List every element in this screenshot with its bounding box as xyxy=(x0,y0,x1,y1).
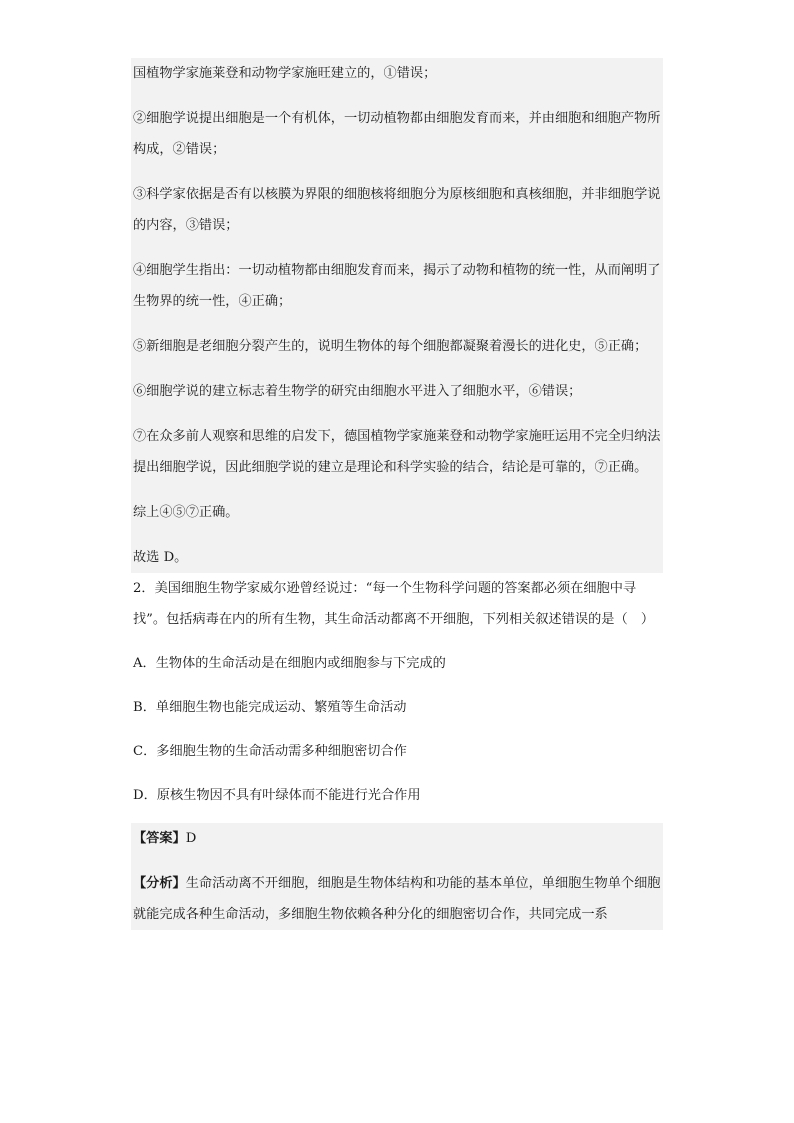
option-c: C．多细胞生物的生命活动需多种细胞密切合作 xyxy=(133,744,407,759)
document-page xyxy=(131,58,663,930)
answer-block xyxy=(131,823,663,930)
analysis-paragraph-1: 国植物学家施莱登和动物学家施旺建立的，①错误； xyxy=(133,66,437,81)
analysis-choice: 故选 D。 xyxy=(133,550,188,565)
analysis-paragraph-3: ③科学家依据是否有以核膜为界限的细胞核将细胞分为原核细胞和真核细胞，并非细胞学说的内容，③错误； xyxy=(133,187,661,233)
answer-value: D xyxy=(185,831,197,846)
question-2-stem: 2．美国细胞生物学家威尔逊曾经说过：“每一个生物科学问题的答案都必须在细胞中寻找”。包括病毒在内的所有生物，其生命活动都离不开细胞，下列相关叙述错误的是（ ） xyxy=(133,581,655,627)
analysis-paragraph-4: ④细胞学生指出：一切动植物都由细胞发育而来，揭示了动物和植物的统一性，从而阐明了生物界的统一性，④正确； xyxy=(133,263,661,309)
analysis-paragraph-5: ⑤新细胞是老细胞分裂产生的，说明生物体的每个细胞都凝聚着漫长的进化史，⑤正确； xyxy=(133,339,648,354)
analysis-paragraph-7: ⑦在众多前人观察和思维的启发下，德国植物学家施莱登和动物学家施旺运用不完全归纳法提出细胞学说，因此细胞学说的建立是理论和科学实验的结合，结论是可靠的，⑦正确。 xyxy=(133,429,661,475)
option-d: D．原核生物因不具有叶绿体而不能进行光合作用 xyxy=(133,788,421,803)
analysis-text: 生命活动离不开细胞，细胞是生物体结构和功能的基本单位，单细胞生物单个细胞就能完成各种生命活动，多细胞生物依赖各种分化的细胞密切合作，共同完成一系 xyxy=(133,876,661,922)
answer-line xyxy=(131,823,663,854)
analysis-paragraph-2: ②细胞学说提出细胞是一个有机体，一切动植物都由细胞发育而来，并由细胞和细胞产物所构成，②错误； xyxy=(133,111,661,157)
option-a: A．生物体的生命活动是在细胞内或细胞参与下完成的 xyxy=(133,656,446,671)
option-b: B．单细胞生物也能完成运动、繁殖等生命活动 xyxy=(133,700,407,715)
analysis-tag: 【分析】 xyxy=(133,876,186,891)
answer-tag: 【答案】 xyxy=(133,831,186,846)
analysis-line xyxy=(131,854,663,930)
analysis-block xyxy=(131,58,663,573)
analysis-paragraph-6: ⑥细胞学说的建立标志着生物学的研究由细胞水平进入了细胞水平，⑥错误； xyxy=(133,384,582,399)
analysis-summary: 综上④⑤⑦正确。 xyxy=(133,505,239,520)
